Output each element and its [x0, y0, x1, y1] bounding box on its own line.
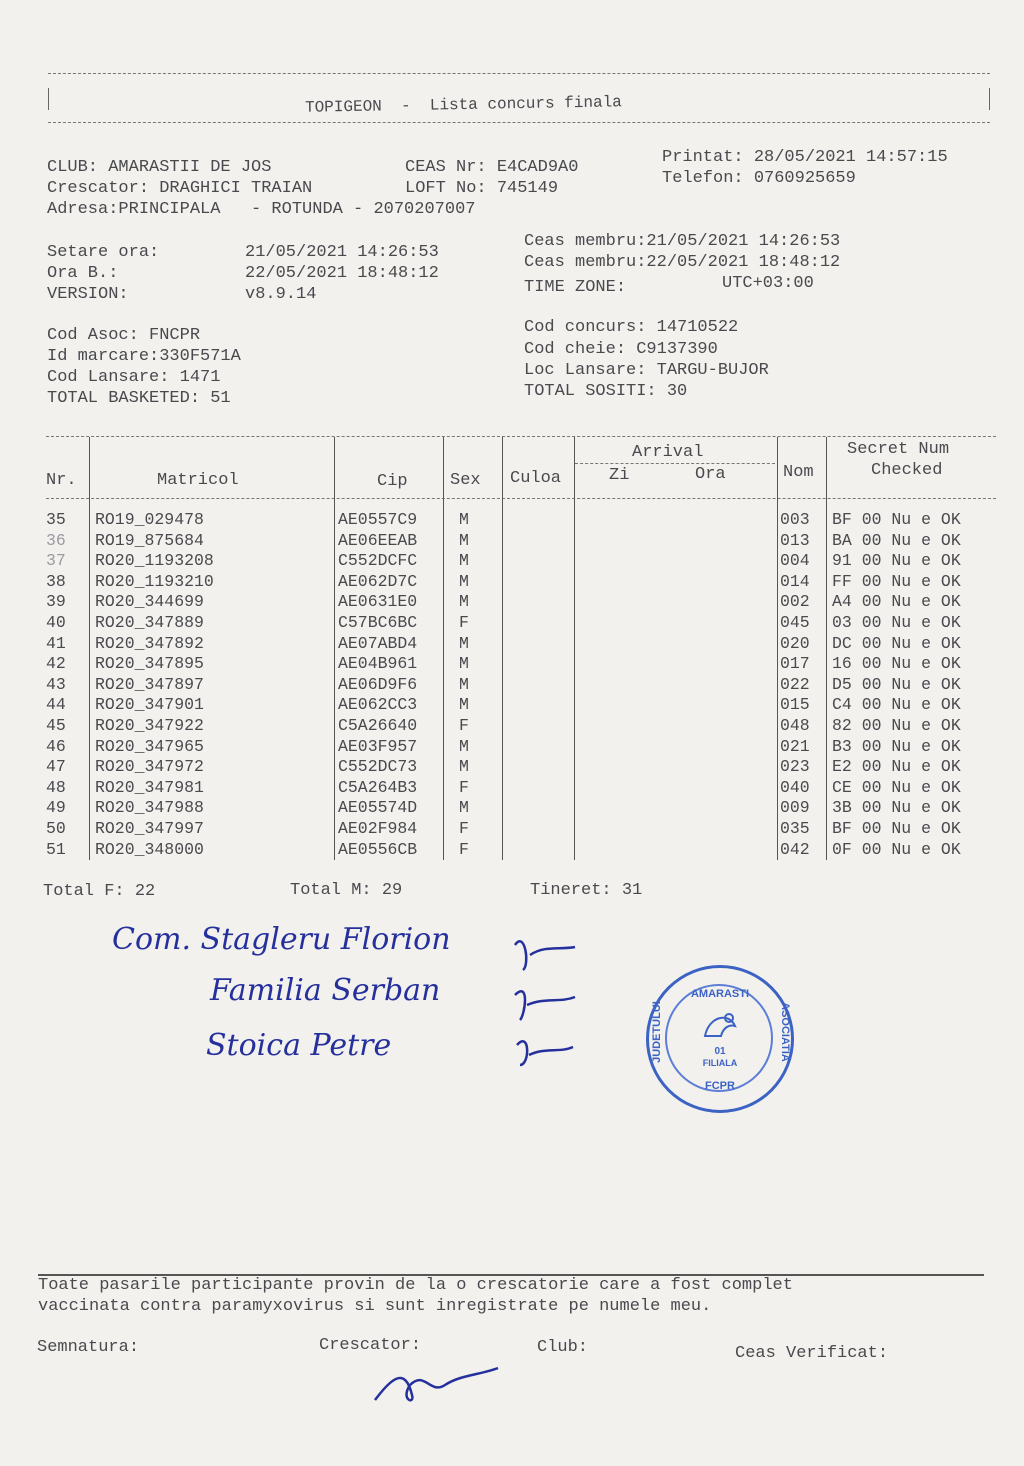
total-f: Total F: 22 [43, 882, 156, 901]
cell-sex: M [459, 510, 469, 529]
cell-secret-checked: BA 00 Nu e OK [832, 530, 961, 550]
cell-secret-checked: DC 00 Nu e OK [832, 633, 961, 653]
cell-sex: M [459, 736, 469, 756]
cell-cip: C552DC73 [338, 757, 418, 777]
cell-nr: 47 [46, 757, 66, 777]
table-row [46, 737, 1006, 757]
setare-ora-label: Setare ora: [47, 243, 160, 262]
ceas-verificat-label: Ceas Verificat: [735, 1344, 889, 1363]
cell-sex: M [459, 757, 469, 777]
cell-cip: AE0631E0 [338, 592, 418, 612]
cell-matricol: RO20_347997 [95, 819, 204, 838]
cell-matricol: RO20_348000 [95, 839, 204, 859]
cell-secret-checked: 91 00 Nu e OK [832, 551, 961, 571]
cell-secret-checked: 82 00 Nu e OK [832, 716, 961, 735]
ceas-nr: CEAS Nr: E4CAD9A0 [405, 158, 579, 177]
cell-matricol: RO19_875684 [95, 530, 204, 550]
cod-concurs: Cod concurs: 14710522 [524, 318, 739, 337]
pigeon-emblem-icon [699, 1006, 741, 1046]
cell-secret-checked: FF 00 Nu e OK [832, 571, 961, 591]
cell-matricol: RO20_1193208 [95, 551, 214, 571]
ora-b-label: Ora B.: [47, 264, 119, 283]
cell-secret-checked: C4 00 Nu e OK [832, 695, 961, 715]
table-row [46, 531, 1006, 551]
id-marcare: Id marcare:330F571A [47, 347, 241, 366]
ora-b-value: 22/05/2021 18:48:12 [245, 264, 439, 283]
cell-cip: AE0556CB [338, 839, 418, 859]
semnatura-label: Semnatura: [37, 1338, 140, 1357]
cell-sex: F [459, 613, 469, 632]
cell-secret-checked: A4 00 Nu e OK [832, 592, 961, 612]
cod-cheie: Cod cheie: C9137390 [524, 340, 718, 359]
col-header-sex: Sex [450, 471, 481, 490]
cell-sex: F [459, 819, 469, 838]
cell-secret-checked: 0F 00 Nu e OK [832, 839, 961, 859]
table-row [46, 757, 1006, 777]
table-row [46, 819, 1006, 839]
cell-cip: C57BC6BC [338, 613, 418, 632]
cod-lansare: Cod Lansare: 1471 [47, 368, 221, 387]
table-row [46, 634, 1006, 654]
col-header-cip: Cip [377, 472, 408, 491]
cell-nr: 40 [46, 613, 66, 632]
cell-matricol: RO20_344699 [95, 592, 204, 612]
col-header-arrival: Arrival [632, 443, 704, 462]
tineret: Tineret: 31 [530, 881, 643, 900]
cell-nom: 023 [780, 757, 810, 777]
cell-nom: 022 [780, 674, 810, 694]
cell-matricol: RO20_347895 [95, 654, 204, 674]
table-row [46, 551, 1006, 571]
stamp-text-left: JUDETULUI [651, 1001, 663, 1063]
col-header-ora: Ora [695, 465, 726, 484]
table-row [46, 572, 1006, 592]
cell-matricol: RO20_347981 [95, 777, 204, 797]
cell-nr: 42 [46, 654, 66, 674]
cell-nom: 004 [780, 551, 810, 571]
cell-cip: AE04B961 [338, 654, 418, 674]
cell-sex: M [459, 571, 469, 591]
cell-secret-checked: 03 00 Nu e OK [832, 613, 961, 632]
setare-ora-value: 21/05/2021 14:26:53 [245, 243, 439, 262]
cell-nr: 51 [46, 839, 66, 859]
cell-nom: 021 [780, 736, 810, 756]
handwritten-line-1: Com. Stagleru Florion [112, 922, 451, 957]
cell-sex: M [459, 674, 469, 694]
document-title: TOPIGEON - Lista concurs finala [304, 93, 622, 117]
table-row [46, 613, 1006, 633]
cell-secret-checked: D5 00 Nu e OK [832, 674, 961, 694]
total-m: Total M: 29 [290, 881, 403, 900]
table-row [46, 695, 1006, 715]
table-row [46, 798, 1006, 818]
col-header-secret-num: Secret Num [847, 440, 950, 459]
cell-matricol: RO20_347897 [95, 674, 204, 694]
cell-nom: 048 [780, 716, 810, 735]
total-basketed: TOTAL BASKETED: 51 [47, 389, 231, 408]
cell-matricol: RO19_029478 [95, 510, 204, 529]
club-label: Club: [537, 1338, 589, 1357]
handwritten-line-3: Stoica Petre [206, 1028, 392, 1063]
table-row [46, 840, 1006, 860]
cell-secret-checked: CE 00 Nu e OK [832, 777, 961, 797]
cell-nom: 042 [780, 839, 810, 859]
stamp-text-bottom: FCPR [705, 1080, 735, 1092]
cell-nom: 035 [780, 819, 810, 838]
cell-nr: 45 [46, 716, 66, 735]
cell-matricol: RO20_347988 [95, 798, 204, 818]
cell-sex: F [459, 777, 469, 797]
cell-sex: M [459, 530, 469, 550]
cell-sex: M [459, 798, 469, 818]
cell-cip: AE06EEAB [338, 530, 418, 550]
cell-cip: AE03F957 [338, 736, 418, 756]
cell-nom: 015 [780, 695, 810, 715]
cell-secret-checked: B3 00 Nu e OK [832, 736, 961, 756]
cell-sex: M [459, 654, 469, 674]
time-zone-value: UTC+03:00 [722, 274, 814, 293]
cell-nr: 36 [46, 530, 66, 550]
stamp-text-right: ASOCIATIA [779, 1002, 791, 1062]
table-row [46, 592, 1006, 612]
cell-secret-checked: BF 00 Nu e OK [832, 819, 961, 838]
col-header-culoa: Culoa [510, 469, 562, 488]
cell-nom: 014 [780, 571, 810, 591]
telefon: Telefon: 0760925659 [662, 169, 856, 188]
cell-cip: AE05574D [338, 798, 418, 818]
cell-matricol: RO20_1193210 [95, 571, 214, 591]
club-name: CLUB: AMARASTII DE JOS [47, 158, 272, 177]
handwritten-line-2: Familia Serban [210, 973, 441, 1008]
cell-nr: 49 [46, 798, 66, 818]
crescator-signature [370, 1360, 505, 1410]
cell-sex: F [459, 839, 469, 859]
cell-sex: M [459, 592, 469, 612]
footer-statement-line-1: Toate pasarile participante provin de la o crescatorie care a fost complet [38, 1276, 793, 1295]
cell-nr: 46 [46, 736, 66, 756]
cell-nom: 013 [780, 530, 810, 550]
cell-secret-checked: BF 00 Nu e OK [832, 510, 961, 529]
cell-cip: C5A26640 [338, 716, 418, 735]
cell-secret-checked: E2 00 Nu e OK [832, 757, 961, 777]
ceas-membru-1: Ceas membru:21/05/2021 14:26:53 [524, 232, 841, 251]
cell-nr: 39 [46, 592, 66, 612]
col-header-nr: Nr. [46, 471, 77, 490]
association-stamp [646, 965, 794, 1113]
cell-nr: 48 [46, 777, 66, 797]
cell-matricol: RO20_347965 [95, 736, 204, 756]
cell-sex: M [459, 695, 469, 715]
cell-nr: 38 [46, 571, 66, 591]
cell-nom: 017 [780, 654, 810, 674]
cell-matricol: RO20_347922 [95, 716, 204, 735]
cell-nr: 41 [46, 633, 66, 653]
stamp-text-center: FILIALA [702, 1058, 738, 1068]
cod-asoc: Cod Asoc: FNCPR [47, 326, 201, 345]
printed-date: Printat: 28/05/2021 14:57:15 [662, 148, 948, 167]
cell-nr: 35 [46, 510, 66, 529]
cell-matricol: RO20_347901 [95, 695, 204, 715]
cell-nom: 040 [780, 777, 810, 797]
ceas-membru-2: Ceas membru:22/05/2021 18:48:12 [524, 253, 841, 272]
cell-cip: AE062CC3 [338, 695, 418, 715]
cell-cip: AE02F984 [338, 819, 418, 838]
footer-statement-line-2: vaccinata contra paramyxovirus si sunt inregistrate pe numele meu. [38, 1297, 712, 1316]
cell-cip: C552DCFC [338, 551, 418, 571]
cell-nr: 44 [46, 695, 66, 715]
cell-secret-checked: 3B 00 Nu e OK [832, 798, 961, 818]
cell-cip: AE06D9F6 [338, 674, 418, 694]
stamp-text-top: AMARASTI [690, 988, 750, 1000]
address: Adresa:PRINCIPALA - ROTUNDA - 2070207007 [47, 200, 476, 219]
cell-nom: 003 [780, 510, 810, 529]
cell-cip: C5A264B3 [338, 777, 418, 797]
cell-matricol: RO20_347892 [95, 633, 204, 653]
cell-nr: 50 [46, 819, 66, 838]
cell-cip: AE07ABD4 [338, 633, 418, 653]
table-row [46, 778, 1006, 798]
version-value: v8.9.14 [245, 285, 317, 304]
col-header-zi: Zi [609, 466, 630, 485]
loft-no: LOFT No: 745149 [405, 179, 559, 198]
cell-nr: 43 [46, 674, 66, 694]
cell-matricol: RO20_347972 [95, 757, 204, 777]
table-row [46, 716, 1006, 736]
cell-nom: 002 [780, 592, 810, 612]
time-zone-label: TIME ZONE: [524, 278, 627, 297]
cell-matricol: RO20_347889 [95, 613, 204, 632]
table-row [46, 510, 1006, 530]
cell-nom: 020 [780, 633, 810, 653]
version-label: VERSION: [47, 285, 129, 304]
col-header-checked: Checked [871, 461, 943, 480]
table-row [46, 675, 1006, 695]
cell-secret-checked: 16 00 Nu e OK [832, 654, 961, 674]
signature-scribbles [505, 925, 585, 1075]
total-sositi: TOTAL SOSITI: 30 [524, 382, 688, 401]
crescator-name: Crescator: DRAGHICI TRAIAN [47, 179, 313, 198]
cell-nr: 37 [46, 551, 66, 571]
crescator-label: Crescator: [319, 1336, 422, 1355]
cell-sex: M [459, 633, 469, 653]
cell-cip: AE062D7C [338, 571, 418, 591]
cell-cip: AE0557C9 [338, 510, 418, 529]
cell-nom: 009 [780, 798, 810, 818]
loc-lansare: Loc Lansare: TARGU-BUJOR [524, 361, 769, 380]
stamp-number: 01 [714, 1046, 726, 1057]
cell-sex: F [459, 716, 469, 735]
cell-sex: M [459, 551, 469, 571]
table-row [46, 654, 1006, 674]
col-header-nom: Nom [783, 463, 814, 482]
cell-nom: 045 [780, 613, 810, 632]
col-header-matricol: Matricol [157, 471, 239, 490]
